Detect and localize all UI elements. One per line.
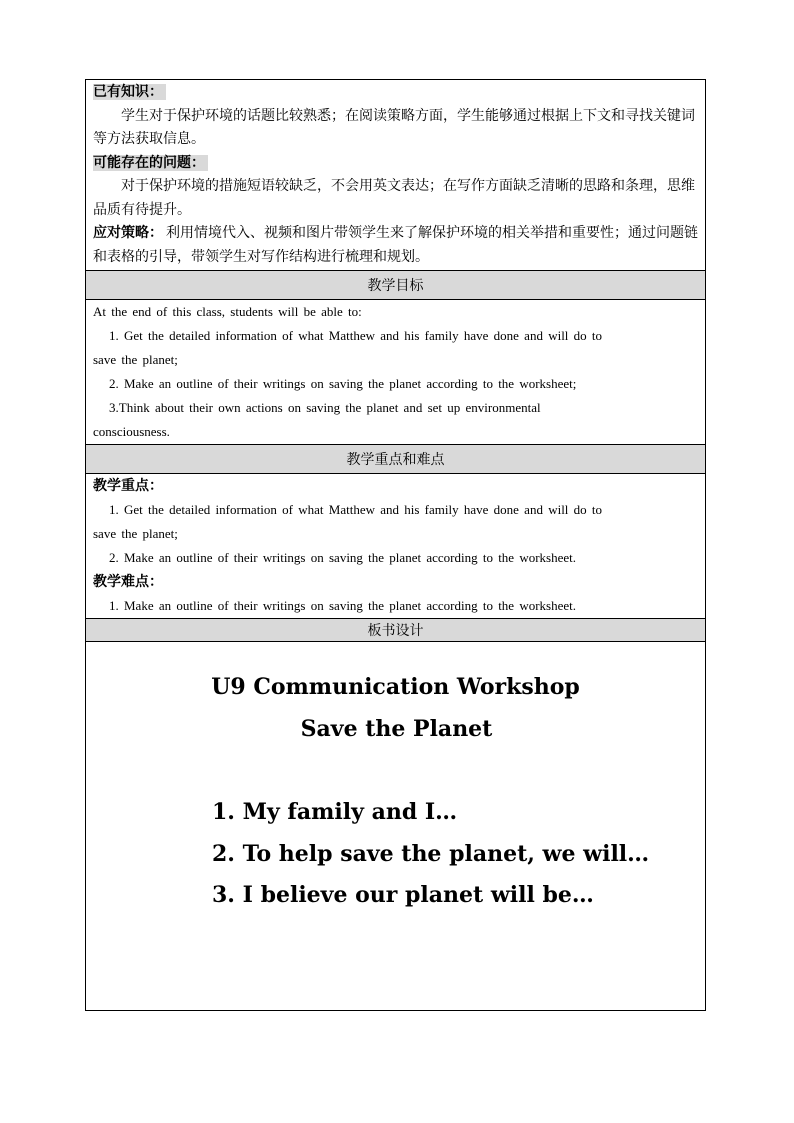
learner-analysis-section	[86, 80, 705, 271]
objective-line: 2. Make an outline of their writings on saving the planet according to the worksheet;	[109, 376, 577, 391]
focus-line: save the planet;	[93, 526, 178, 541]
key-points-body	[86, 474, 705, 619]
board-title: U9 Communication Workshop	[211, 674, 580, 700]
key-points-header: 教学重点和难点	[86, 445, 705, 474]
objectives-header: 教学目标	[86, 271, 705, 300]
strategy-text: 利用情境代入、视频和图片带领学生来了解保护环境的相关举措和重要性；通过问题链和表格的引导，带领学生对写作结构进行梳理和规划。	[93, 225, 698, 265]
problems-text: 对于保护环境的措施短语较缺乏，不会用英文表达；在写作方面缺乏清晰的思路和条理，思维品质有待提升。	[93, 178, 695, 218]
focus-line: 1. Get the detailed information of what Matthew and his family have done and will do to	[109, 502, 603, 517]
board-item: 1. My family and I…	[212, 799, 458, 825]
board-subtitle: Save the Planet	[300, 716, 493, 742]
board-item: 3. I believe our planet will be…	[212, 882, 594, 908]
problems-label: 可能存在的问题：	[93, 155, 208, 171]
prior-knowledge-block	[93, 81, 698, 105]
problems-block	[93, 152, 698, 176]
board-design-header: 板书设计	[86, 619, 705, 642]
lesson-plan-table	[85, 79, 706, 1011]
strategy-label: 应对策略：	[93, 225, 163, 241]
difficulty-label: 教学难点：	[93, 574, 163, 590]
prior-knowledge-label: 已有知识：	[93, 84, 166, 100]
board-item: 2. To help save the planet, we will…	[212, 841, 650, 867]
objectives-intro: At the end of this class, students will be able to:	[93, 304, 362, 319]
objectives-body	[86, 300, 705, 445]
focus-label: 教学重点：	[93, 478, 163, 494]
objective-line: 1. Get the detailed information of what Matthew and his family have done and will do to	[109, 328, 603, 343]
difficulty-line: 1. Make an outline of their writings on saving the planet according to the worksheet.	[109, 598, 576, 613]
focus-line: 2. Make an outline of their writings on saving the planet according to the worksheet.	[109, 550, 576, 565]
objective-line: consciousness.	[93, 424, 170, 439]
board-design-area	[86, 642, 705, 1010]
objective-line: save the planet;	[93, 352, 178, 367]
strategy-block	[93, 222, 698, 269]
prior-knowledge-text: 学生对于保护环境的话题比较熟悉；在阅读策略方面，学生能够通过根据上下文和寻找关键词等方法获取信息。	[93, 107, 695, 147]
objective-line: 3.Think about their own actions on saving the planet and set up environmental	[109, 400, 541, 415]
